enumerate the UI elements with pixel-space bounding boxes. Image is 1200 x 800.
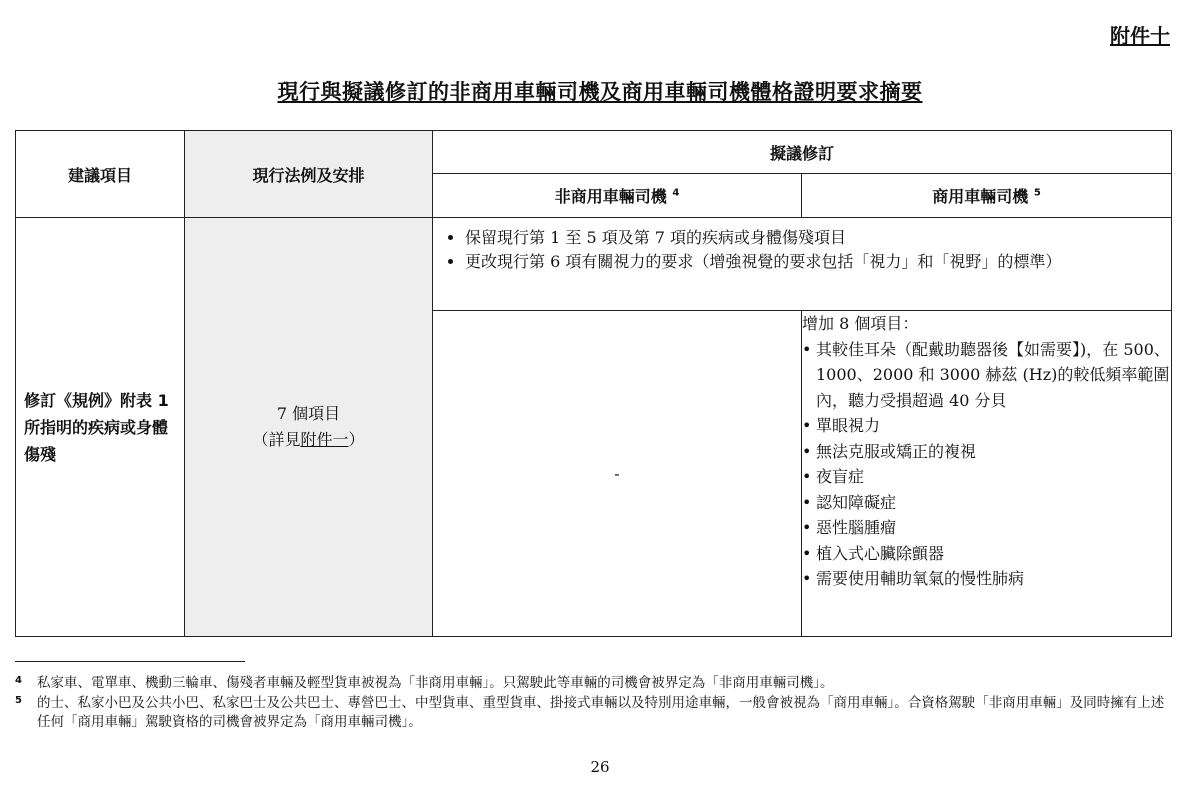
commercial-addition-item: • 植入式心臟除顫器	[802, 541, 1171, 567]
common-change-item: • 更改現行第 6 項有關視力的要求（增強視覺的要求包括「視力」和「視野」的標準）	[465, 250, 1159, 274]
bullet-icon: •	[802, 339, 812, 359]
footnote-divider	[15, 661, 245, 662]
header-commercial-driver: 商用車輛司機 $^5$	[802, 174, 1172, 218]
bullet-icon: •	[802, 569, 812, 588]
commercial-addition-item: • 夜盲症	[802, 464, 1171, 490]
header-current-law: 現行法例及安排	[185, 131, 433, 218]
common-change-item: • 保留現行第 1 至 5 項及第 7 項的疾病或身體傷殘項目	[465, 226, 1159, 250]
bullet-icon: •	[802, 416, 812, 435]
footnote-4: 4 私家車、電單車、機動三輪車、傷殘者車輛及輕型貨車被視為「非商用車輛」。只駕駛此等車輛的司機會被界定為「非商用車輛司機」。	[15, 675, 834, 691]
bullet-icon: •	[802, 441, 812, 461]
commercial-additions-intro: 增加 8 個項目：	[802, 314, 919, 333]
current-item-count: 7 個項目	[276, 404, 341, 423]
bullet-icon: •	[802, 492, 812, 512]
commercial-additions-cell	[802, 311, 1172, 637]
bullet-icon: •	[802, 518, 812, 537]
current-arrangement-cell	[185, 218, 433, 637]
header-noncommercial-driver: 非商用車輛司機 $^4$	[433, 174, 802, 218]
footnote-5: 5 的士、私家小巴及公共小巴、私家巴士及公共巴士、專營巴士、中型貨車、重型貨車、掛接式車輛以及特別用途車輛，一般會被視為「商用車輛」。合資格駕駛「非商用車輛」及同時擁有上述任何「商用車輛」駕駛資格的司機會被界定為「商用車輛司機」。	[15, 695, 1165, 730]
page-title: 現行與擬議修訂的非商用車輛司機及商用車輛司機體格證明要求摘要	[277, 80, 923, 104]
header-proposed-amendment: 擬議修訂	[433, 131, 1172, 174]
proposal-cell: 修訂《規例》附表 1 所指明的疾病或身體傷殘	[16, 218, 185, 637]
bullet-icon: •	[802, 543, 812, 563]
page-number: 26	[590, 758, 610, 776]
noncommercial-value-cell: -	[433, 311, 802, 637]
header-proposal-item: 建議項目	[16, 131, 185, 218]
commercial-addition-item: • 無法克服或矯正的複視	[802, 439, 1171, 465]
commercial-addition-item: • 認知障礙症	[802, 490, 1171, 516]
annex-label: 附件十	[1110, 24, 1170, 48]
commercial-addition-item: • 其較佳耳朵（配戴助聽器後【如需要】)，在 500、1000、2000 和 3000 赫茲 (Hz)的較低頻率範圍內，聽力受損超過 40 分貝	[802, 337, 1171, 414]
annex-one-link[interactable]: 附件一	[300, 430, 349, 449]
requirements-table	[15, 130, 1172, 637]
commercial-additions-list	[802, 337, 1171, 592]
common-changes-list	[433, 218, 1171, 280]
bullet-icon: •	[802, 467, 812, 486]
current-item-ref: （詳見附件一）	[252, 430, 365, 449]
commercial-addition-item: • 需要使用輔助氧氣的慢性肺病	[802, 566, 1171, 592]
common-changes-cell	[433, 218, 1172, 311]
commercial-addition-item: • 惡性腦腫瘤	[802, 515, 1171, 541]
commercial-addition-item: • 單眼視力	[802, 413, 1171, 439]
